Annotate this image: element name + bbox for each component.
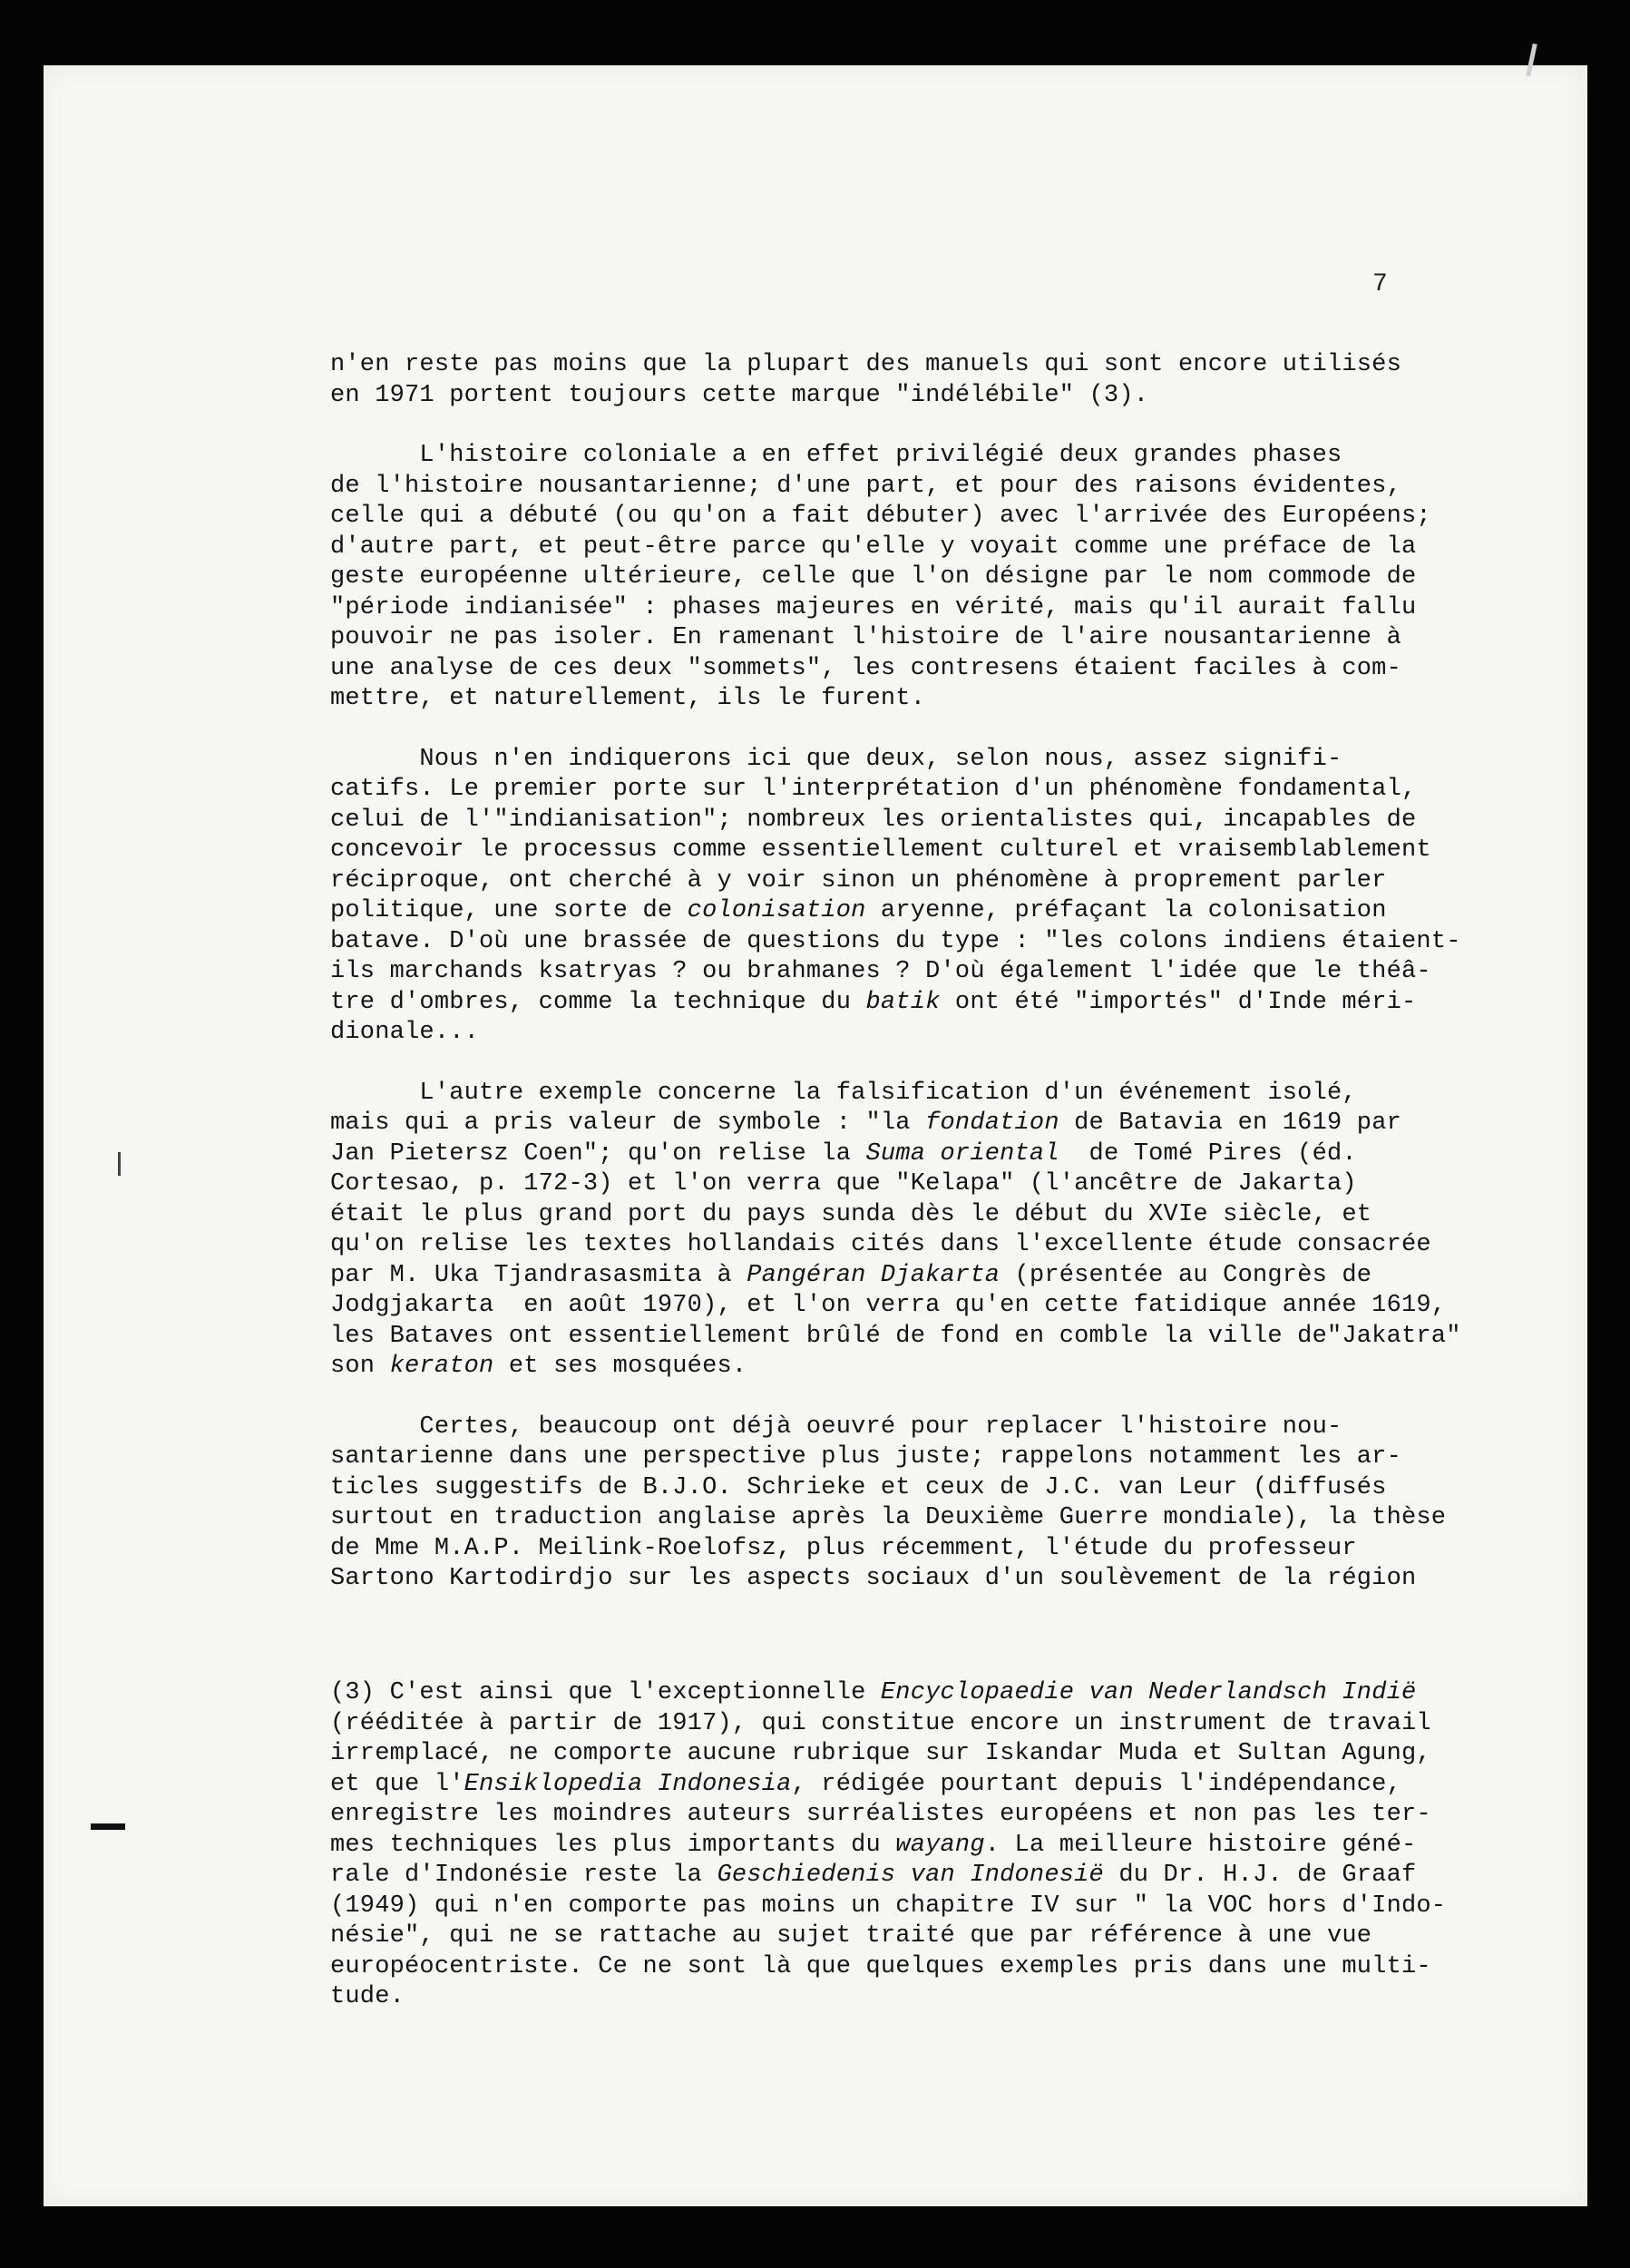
text-line: tude.	[330, 1983, 405, 2010]
text-segment: son	[330, 1353, 390, 1380]
text-line: batave. D'où une brassée de questions du type : "les colons indiens étaient-	[330, 927, 1461, 955]
text-line: Nous n'en indiquerons ici que deux, selon nous, assez signifi-	[330, 745, 1342, 773]
text-line	[330, 1139, 1455, 1170]
text-line: Sartono Kartodirdjo sur les aspects sociaux d'un soulèvement de la région	[330, 1565, 1417, 1592]
text-line	[330, 896, 1455, 927]
text-line: ticles suggestifs de B.J.O. Schrieke et ceux de J.C. van Leur (diffusés	[330, 1473, 1387, 1501]
text-line: Certes, beaucoup ont déjà oeuvré pour replacer l'histoire nou-	[330, 1413, 1342, 1441]
text-line	[330, 1261, 1455, 1292]
text-line: Cortesao, p. 172-3) et l'on verra que "Kelapa" (l'ancêtre de Jakarta)	[330, 1170, 1357, 1198]
text-line: celle qui a débuté (ou qu'on a fait débuter) avec l'arrivée des Européens;	[330, 503, 1431, 530]
text-line: (1949) qui n'en comporte pas moins un chapitre IV sur " la VOC hors d'Indo-	[330, 1892, 1447, 1920]
text-line: européocentriste. Ce ne sont là que quelques exemples pris dans une multi-	[330, 1952, 1431, 1980]
text-line: (rééditée à partir de 1917), qui constitue encore un instrument de travail	[330, 1709, 1431, 1737]
text-line: concevoir le processus comme essentiellement culturel et vraisemblablement	[330, 836, 1431, 864]
text-line	[330, 1831, 1455, 1862]
text-line: surtout en traduction anglaise après la Deuxième Guerre mondiale), la thèse	[330, 1504, 1447, 1531]
text-line: Jodgjakarta en août 1970), et l'on verra qu'en cette fatidique année 1619,	[330, 1292, 1447, 1319]
text-line: L'histoire coloniale a en effet privilégié deux grandes phases	[330, 442, 1342, 469]
text-line: enregistre les moindres auteurs surréalistes européens et non pas les ter-	[330, 1801, 1431, 1828]
text-segment: politique, une sorte de	[330, 897, 688, 924]
italic-term: Suma oriental	[865, 1139, 1059, 1168]
text-line: était le plus grand port du pays sunda dès le début du XVIe siècle, et	[330, 1200, 1372, 1228]
text-line: mettre, et naturellement, ils le furent.	[330, 685, 926, 712]
text-segment: mes techniques les plus importants du	[330, 1831, 896, 1859]
text-line: irremplacé, ne comporte aucune rubrique sur Iskandar Muda et Sultan Agung,	[330, 1740, 1431, 1767]
italic-term: keraton	[389, 1353, 494, 1380]
text-segment: par M. Uka Tjandrasasmita à	[330, 1261, 747, 1289]
text-segment: . La meilleure histoire géné-	[984, 1831, 1417, 1859]
text-segment: rale d'Indonésie reste la	[330, 1862, 717, 1889]
text-segment: ont été "importés" d'Inde méri-	[940, 988, 1417, 1016]
text-segment: tre d'ombres, comme la technique du	[330, 988, 866, 1016]
body-text	[330, 350, 1461, 1625]
text-line: les Bataves ont essentiellement brûlé de fond en comble la ville de"Jakatra"	[330, 1322, 1461, 1350]
paragraph-1	[330, 350, 1455, 411]
italic-term: batik	[865, 988, 941, 1016]
text-line	[330, 1861, 1455, 1892]
margin-mark	[118, 1152, 121, 1176]
text-line: catifs. Le premier porte sur l'interprétation d'un phénomène fondamental,	[330, 776, 1417, 803]
text-line	[330, 1770, 1455, 1801]
paragraph-5	[330, 1413, 1455, 1595]
text-line: pouvoir ne pas isoler. En ramenant l'histoire de l'aire nousantarienne à	[330, 624, 1401, 651]
text-line	[330, 1678, 1455, 1709]
text-segment: (3) C'est ainsi que l'exceptionnelle	[330, 1679, 881, 1706]
text-segment: Jan Pietersz Coen"; qu'on relise la	[330, 1139, 866, 1168]
text-line	[330, 988, 1455, 1019]
text-line: nésie", qui ne se rattache au sujet traité que par référence à une vue	[330, 1922, 1372, 1950]
text-line	[330, 1352, 1455, 1383]
text-segment: et ses mosquées.	[493, 1353, 747, 1380]
text-segment: (présentée au Congrès de	[1000, 1261, 1372, 1289]
italic-term: fondation	[925, 1110, 1059, 1137]
text-line: de l'histoire nousantarienne; d'une part, et pour des raisons évidentes,	[330, 472, 1401, 500]
italic-term: Geschiedenis van Indonesië	[717, 1862, 1104, 1889]
text-line: geste européenne ultérieure, celle que l'on désigne par le nom commode de	[330, 563, 1417, 591]
text-line	[330, 1109, 1455, 1139]
text-line: "période indianisée" : phases majeures en vérité, mais qu'il aurait fallu	[330, 593, 1417, 621]
text-line: L'autre exemple concerne la falsification d'un événement isolé,	[330, 1079, 1357, 1107]
text-line: santarienne dans une perspective plus juste; rappelons notamment les ar-	[330, 1443, 1401, 1471]
page-number: 7	[1372, 270, 1388, 298]
text-line: ils marchands ksatryas ? ou brahmanes ? D'où également l'idée que le théâ-	[330, 958, 1431, 985]
text-segment: et que l'	[330, 1770, 464, 1798]
paragraph-3	[330, 745, 1461, 1049]
text-line: qu'on relise les textes hollandais cités dans l'excellente étude consacrée	[330, 1231, 1431, 1258]
text-segment: mais qui a pris valeur de symbole : "la	[330, 1110, 926, 1137]
text-line: de Mme M.A.P. Meilink-Roelofsz, plus récemment, l'étude du professeur	[330, 1534, 1357, 1562]
text-line: d'autre part, et peut-être parce qu'elle y voyait comme une préface de la	[330, 533, 1417, 561]
text-line: celui de l'"indianisation"; nombreux les orientalistes qui, incapables de	[330, 806, 1417, 834]
text-segment: de Batavia en 1619 par	[1059, 1110, 1401, 1137]
italic-term: Pangéran Djakarta	[747, 1261, 1000, 1289]
text-segment: de Tomé Pires (éd.	[1059, 1139, 1357, 1168]
text-line: en 1971 portent toujours cette marque "indélébile" (3).	[330, 381, 1149, 409]
italic-term: Ensiklopedia Indonesia	[464, 1770, 792, 1798]
text-line: une analyse de ces deux "sommets", les contresens étaient faciles à com-	[330, 654, 1401, 682]
paragraph-4	[330, 1079, 1461, 1383]
text-segment: du Dr. H.J. de Graaf	[1103, 1862, 1417, 1889]
text-segment: , rédigée pourtant depuis l'indépendance,	[791, 1770, 1401, 1798]
text-line: n'en reste pas moins que la plupart des manuels qui sont encore utilisés	[330, 351, 1401, 378]
text-line: dionale...	[330, 1019, 480, 1046]
italic-term: Encyclopaedie van Nederlandsch Indië	[880, 1679, 1417, 1706]
italic-term: colonisation	[687, 897, 866, 924]
text-segment: aryenne, préfaçant la colonisation	[865, 897, 1387, 924]
binder-mark	[91, 1823, 125, 1830]
footnote	[330, 1678, 1455, 2013]
paragraph-2	[330, 441, 1455, 715]
italic-term: wayang	[895, 1831, 985, 1859]
text-line: réciproque, ont cherché à y voir sinon un phénomène à proprement parler	[330, 866, 1387, 894]
